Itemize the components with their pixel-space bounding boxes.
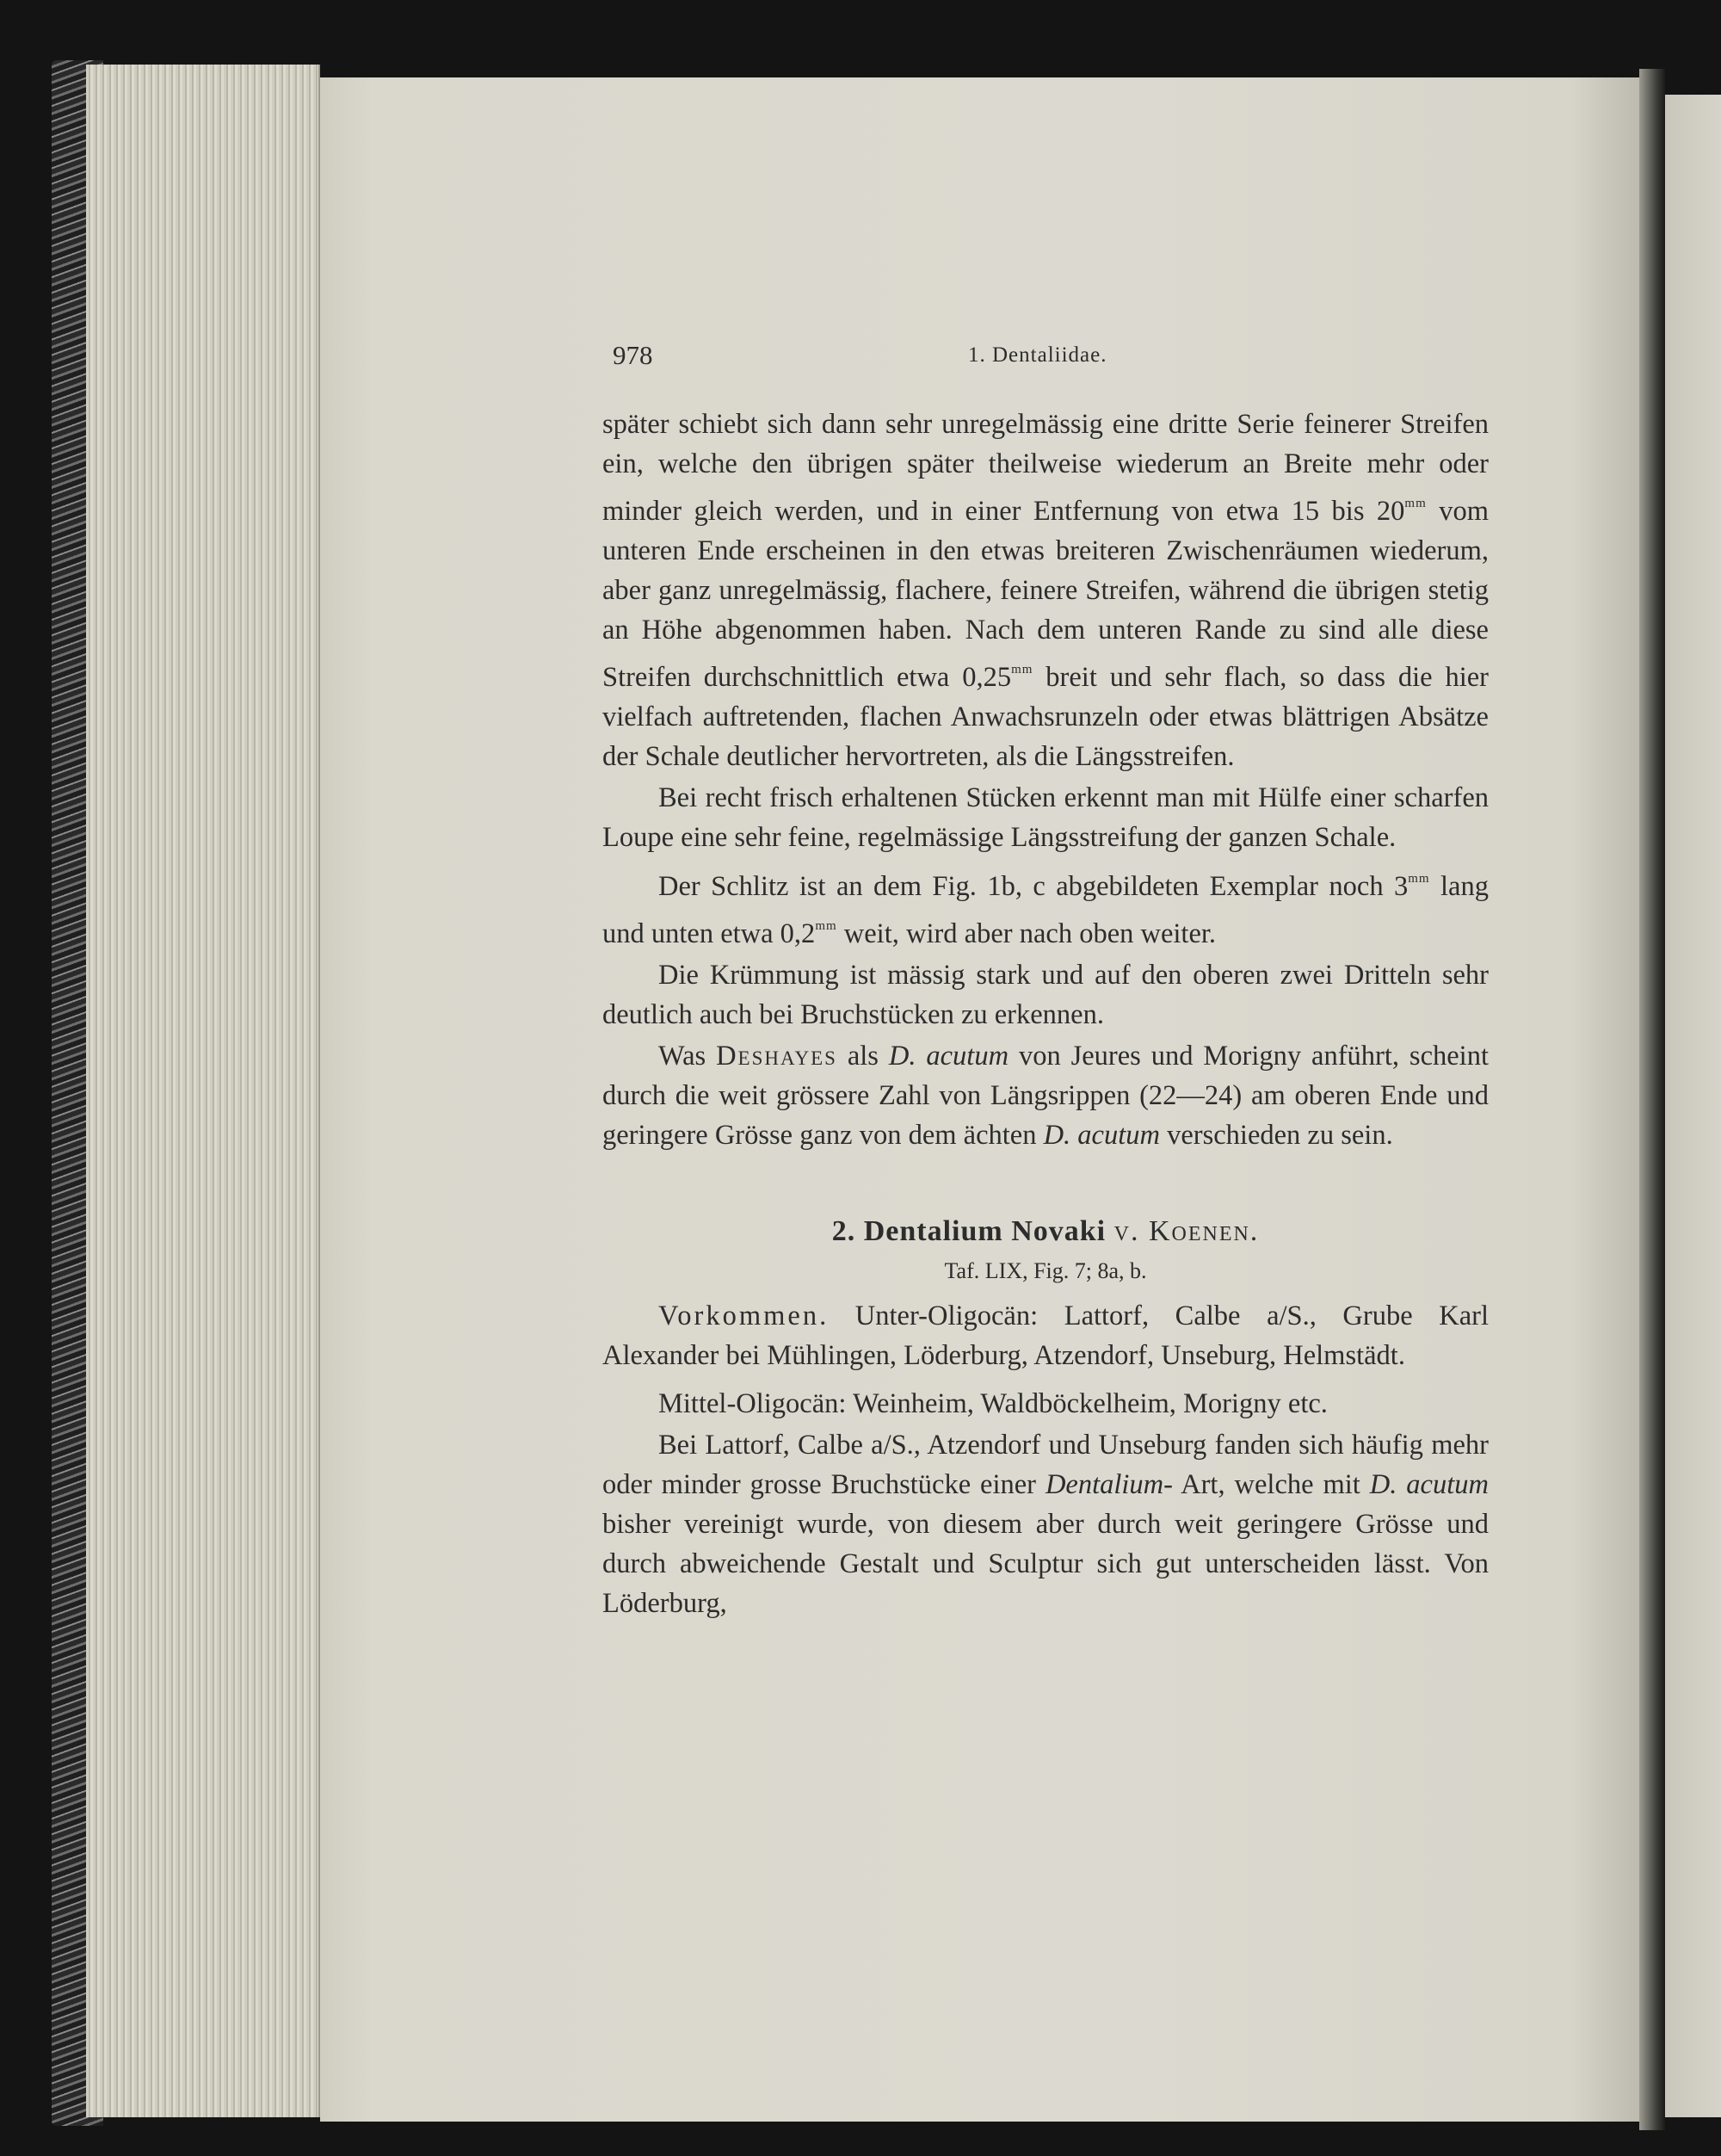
book-gutter bbox=[1639, 69, 1665, 2130]
paragraph-fragments: Bei Lattorf, Calbe a/S., Atzendorf und Unseburg fanden sich häufig mehr oder minder grosse Bruchstücke einer Dentalium- Art, welche mit D. acutum bisher vereinigt wurde, von diesem aber durch weit geringere Grösse und durch abweichende Gestalt und Sculptur sich gut unterscheiden lässt. Von Löderburg, bbox=[602, 1430, 1489, 1619]
running-head bbox=[602, 340, 1489, 379]
occurrence-label: Vorkommen. bbox=[658, 1300, 830, 1331]
unit-mm: mm bbox=[1011, 663, 1033, 676]
genus-name: Dentalium- bbox=[1045, 1469, 1173, 1500]
unit-mm: mm bbox=[1404, 497, 1427, 510]
unit-mm: mm bbox=[1408, 872, 1430, 886]
species-name: D. acutum bbox=[888, 1041, 1009, 1072]
author-name: Deshayes bbox=[716, 1041, 837, 1072]
paragraph-occurrence: Vorkommen. Unter-Oligocän: Lattorf, Calbe a/S., Grube Karl Alexander bei Mühlingen, Löderburg, Atzendorf, Unseburg, Helmstädt. bbox=[602, 1300, 1489, 1371]
paragraph-curvature: Die Krümmung ist mässig stark und auf den oberen zwei Dritteln sehr deutlich auch bei Bruchstücken zu erkennen. bbox=[602, 960, 1489, 1030]
plate-reference: Taf. LIX, Fig. 7; 8a, b. bbox=[944, 1258, 1147, 1283]
species-name: D. acutum bbox=[1043, 1120, 1160, 1151]
paragraph-middle-oligocene: Mittel-Oligocän: Weinheim, Waldböckelheim, Morigny etc. bbox=[658, 1388, 1328, 1419]
section-author: v. Koenen. bbox=[1113, 1215, 1260, 1247]
paragraph-slit: Der Schlitz ist an dem Fig. 1b, c abgebildeten Exemplar noch $3^{mm}$ lang und unten etwa $0,2^{mm}$ weit, wird aber nach oben weiter. bbox=[602, 871, 1489, 949]
page-text bbox=[602, 340, 1489, 1623]
page-number: 978 bbox=[613, 340, 653, 370]
page-stack-edges bbox=[86, 65, 320, 2117]
unit-mm: mm bbox=[815, 919, 837, 933]
paragraph-loupe: Bei recht frisch erhaltenen Stücken erkennt man mit Hülfe einer scharfen Loupe eine sehr feine, regelmässige Längsstreifung der ganzen Schale. bbox=[602, 782, 1489, 853]
paragraph-continuation: später schiebt sich dann sehr unregelmässig eine dritte Serie feinerer Streifen ein, welche den übrigen später theilweise wiederum an Breite mehr oder minder gleich werden, und in einer Entfernung von etwa 15 bis $20^{mm}$ vom unteren Ende erscheinen in den etwas breiteren Zwischenräumen wiederum, aber ganz unregelmässig, flachere, feinere Streifen, während die übrigen stetig an Höhe abgenommen haben. Nach dem unteren Rande zu sind alle diese Streifen durchschnittlich etwa $0,25^{mm}$ breit und sehr flach, so dass die hier vielfach auftretenden, flachen Anwachsrunzeln oder etwas blättrigen Absätze der Schale deutlicher hervortreten, als die Längsstreifen. bbox=[602, 409, 1489, 772]
section-heading: 2. Dentalium Novaki v. Koenen. bbox=[831, 1215, 1260, 1247]
running-title: 1. Dentaliidae. bbox=[968, 343, 1107, 367]
paragraph-deshayes: Was Deshayes als D. acutum von Jeures und Morigny anführt, scheint durch die weit grössere Zahl von Längsrippen (22—24) am oberen Ende und geringere Grösse ganz von dem ächten D. acutum verschieden zu sein. bbox=[602, 1041, 1489, 1151]
facing-page-edge bbox=[1665, 95, 1721, 2117]
species-name: D. acutum bbox=[1369, 1469, 1489, 1500]
